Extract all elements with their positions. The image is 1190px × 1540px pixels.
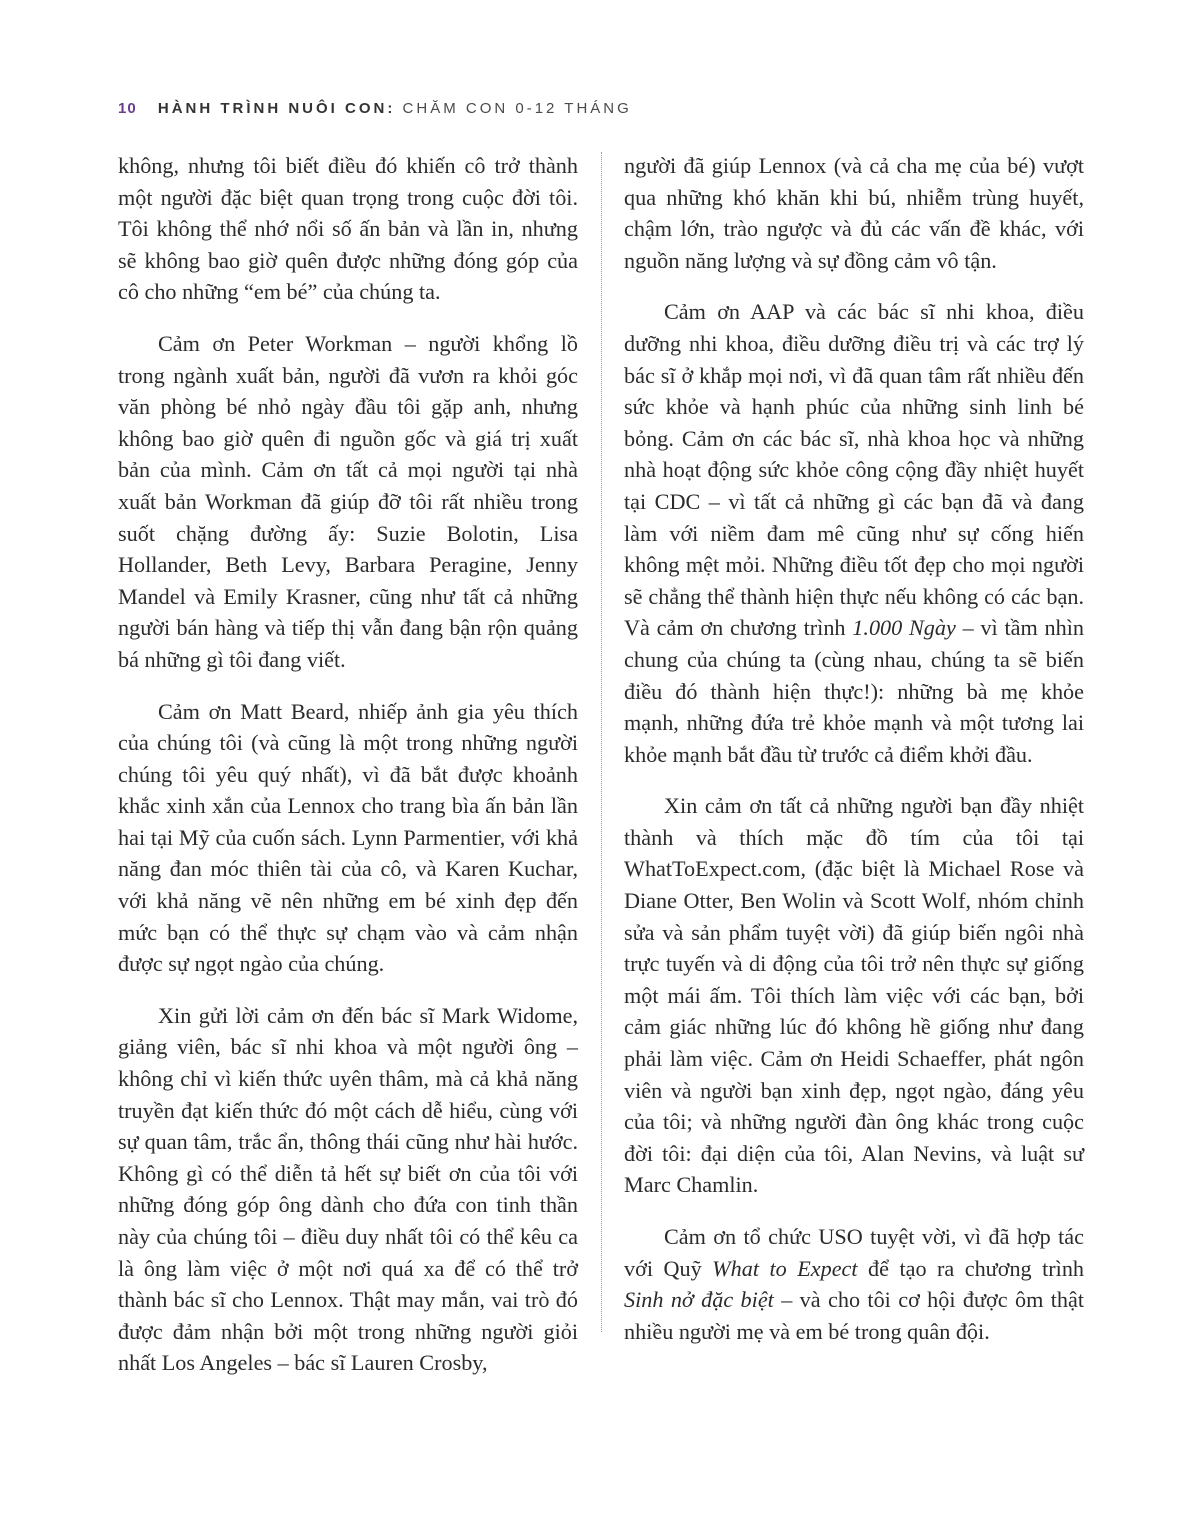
text-run: – vì tầm nhìn chung của chúng ta (cùng nhau, chúng ta sẽ biến điều đó thành hiện thực!): những bà mẹ khỏe mạnh, những đứa trẻ khỏe mạnh và một tương lai khỏe mạnh bắt đầu từ trước cả điểm khởi đầu. [624,615,1084,767]
fund-name-italic: What to Expect [712,1255,858,1281]
paragraph: Cảm ơn Matt Beard, nhiếp ảnh gia yêu thích của chúng tôi (và cũng là một trong những người chúng tôi yêu quý nhất), vì đã bắt được khoảnh khắc xinh xắn của Lennox cho trang bìa ấn bản lần hai tại Mỹ của cuốn sách. Lynn Parmentier, với khả năng đan móc thiên tài của cô, và Karen Kuchar, với khả năng vẽ nên những em bé xinh đẹp đến mức bạn có thể thực sự chạm vào và cảm nhận được sự ngọt ngào của chúng. [118,698,578,977]
running-header [118,100,632,117]
paragraph [624,1221,1084,1347]
book-subtitle: CHĂM CON 0-12 THÁNG [402,100,632,117]
text-run: Cảm ơn tổ chức USO tuyệt vời, vì đã hợp tác với Quỹ [624,1224,1084,1281]
paragraph: Xin cảm ơn tất cả những người bạn đầy nhiệt thành và thích mặc đồ tím của tôi tại WhatToExpect.com, (đặc biệt là Michael Rose và Diane Otter, Ben Wolin và Scott Wolf, nhóm chỉnh sửa và sản phẩm tuyệt vời) đã giúp biến ngôi nhà trực tuyến và di động của tôi trở nên thực sự giống một mái ấm. Tôi thích làm việc với các bạn, bởi cảm giác những lúc đó không hề giống như đang phải làm việc. Cảm ơn Heidi Schaeffer, phát ngôn viên và người bạn xinh đẹp, ngọt ngào, đáng yêu của tôi; và những người đàn ông khác trong cuộc đời tôi: đại diện của tôi, Alan Nevins, và luật sư Marc Chamlin. [624,793,1084,1198]
program-name-italic: 1.000 Ngày [852,615,956,641]
paragraph: không, nhưng tôi biết điều đó khiến cô trở thành một người đặc biệt quan trọng trong cuộc đời tôi. Tôi không thể nhớ nổi số ấn bản và lần in, nhưng sẽ không bao giờ quên được những đóng góp của cô cho những “em bé” của chúng ta. [118,153,578,305]
left-column [118,150,578,1399]
program-name-italic: Sinh nở đặc biệt [624,1287,774,1313]
text-run: – và cho tôi cơ hội được ôm thật nhiều người mẹ và em bé trong quân đội. [624,1287,1084,1344]
page-number: 10 [118,100,137,117]
right-column [624,150,1084,1367]
text-run: Cảm ơn AAP và các bác sĩ nhi khoa, điều dưỡng nhi khoa, điều dưỡng điều trị và các trợ lý bác sĩ ở khắp mọi nơi, vì đã quan tâm rất nhiều đến sức khỏe và hạnh phúc của những sinh linh bé bỏng. Cảm ơn các bác sĩ, nhà khoa học và những nhà hoạt động sức khỏe công cộng đầy nhiệt huyết tại CDC – vì tất cả những gì các bạn đã và đang làm với niềm đam mê cũng như sự cống hiến không mệt mỏi. Những điều tốt đẹp cho mọi người sẽ chẳng thể thành hiện thực nếu không có các bạn. Và cảm ơn chương trình [624,299,1084,641]
paragraph: người đã giúp Lennox (và cả cha mẹ của bé) vượt qua những khó khăn khi bú, nhiễm trùng huyết, chậm lớn, trào ngược và đủ các vấn đề khác, với nguồn năng lượng và sự đồng cảm vô tận. [624,153,1084,273]
text-run: để tạo ra chương trình [857,1255,1085,1281]
paragraph: Cảm ơn Peter Workman – người khổng lồ trong ngành xuất bản, người đã vươn ra khỏi góc văn phòng bé nhỏ ngày đầu tôi gặp anh, nhưng không bao giờ quên đi nguồn gốc và giá trị xuất bản của mình. Cảm ơn tất cả mọi người tại nhà xuất bản Workman đã giúp đỡ tôi rất nhiều trong suốt chặng đường ấy: Suzie Bolotin, Lisa Hollander, Beth Levy, Barbara Peragine, Jenny Mandel và Emily Krasner, cũng như tất cả những người bán hàng và tiếp thị vẫn đang bận rộn quảng bá những gì tôi đang viết. [118,330,578,672]
paragraph [624,296,1084,770]
column-divider [601,152,602,1332]
book-title: HÀNH TRÌNH NUÔI CON: [157,100,396,117]
paragraph: Xin gửi lời cảm ơn đến bác sĩ Mark Widome, giảng viên, bác sĩ nhi khoa và một người ông – không chỉ vì kiến thức uyên thâm, mà cả khả năng truyền đạt kiến thức đó một cách dễ hiểu, cùng với sự quan tâm, trắc ẩn, thông thái cũng như hài hước. Không gì có thể diễn tả hết sự biết ơn của tôi với những đóng góp ông dành cho đứa con tinh thần này của chúng tôi – điều duy nhất tôi có thể kêu ca là ông làm việc ở một nơi quá xa để có thể trở thành bác sĩ cho Lennox. Thật may mắn, vai trò đó được đảm nhận bởi một trong những người giỏi nhất Los Angeles – bác sĩ Lauren Crosby, [118,1002,578,1376]
